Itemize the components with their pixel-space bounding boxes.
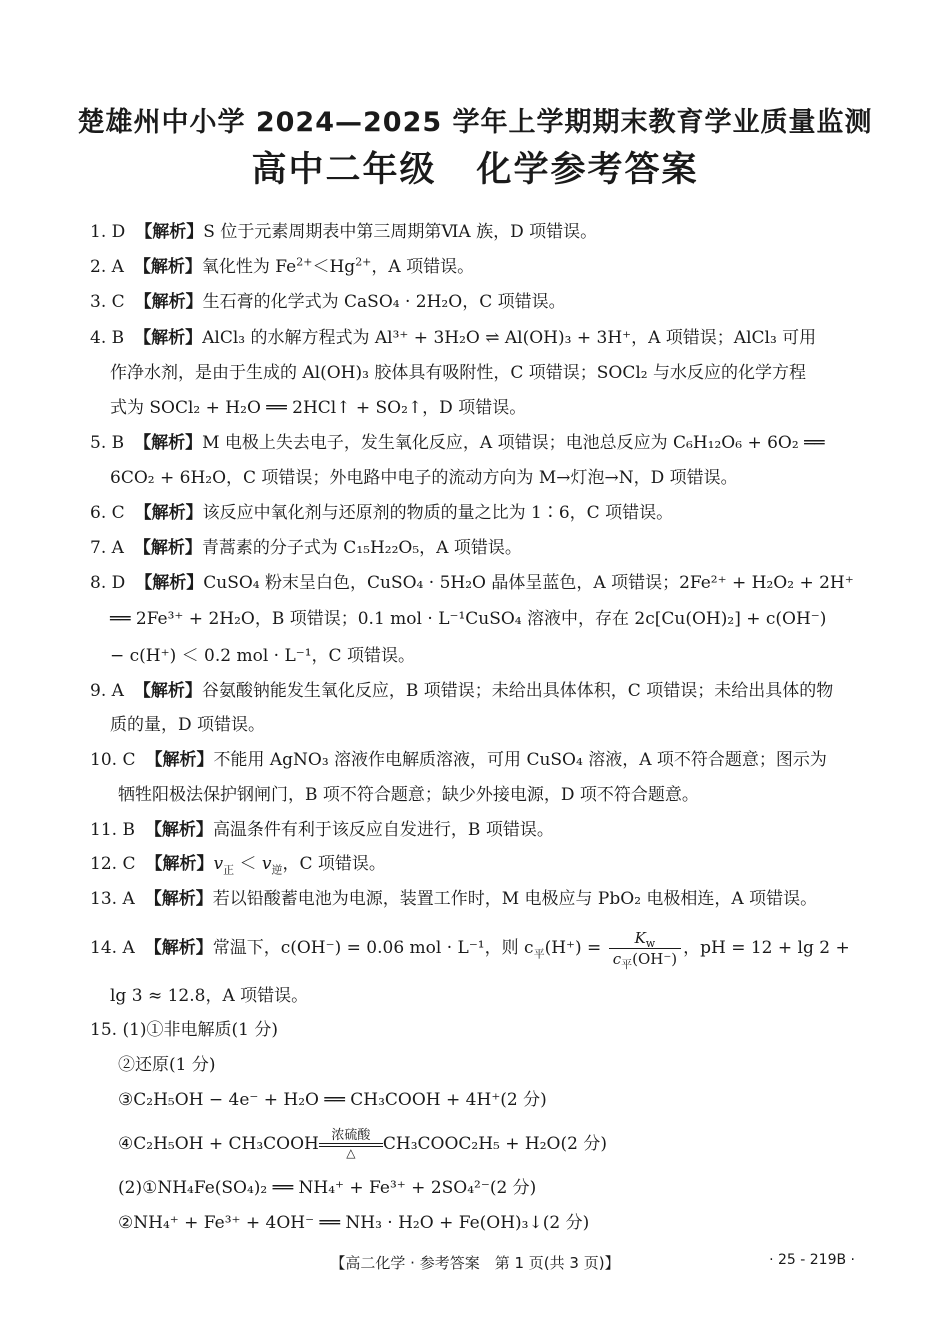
answer-6: 6. C 【解析】该反应中氧化剂与还原剂的物质的量之比为 1∶6，C 项错误。 [90,503,674,523]
answer-13: 13. A 【解析】若以铅酸蓄电池为电源，装置工作时，M 电极应与 PbO₂ 电极相连，A 项错误。 [90,889,818,909]
answer-7: 7. A 【解析】青蒿素的分子式为 C₁₅H₂₂O₅，A 项错误。 [90,538,522,558]
answer-11: 11. B 【解析】高温条件有利于该反应自发进行，B 项错误。 [90,820,554,840]
kw-fraction: $\frac{K_w}{c_平(OH^-)}$ [609,928,681,969]
answer-15: 15. (1)①非电解质(1 分) [90,1020,279,1040]
answer-14: 14. A 【解析】常温下，c(OH⁻) = 0.06 mol · L⁻¹，则 $c_平(H^+)$ = $\frac{K_w}{c_平(OH^-)}$ ，pH = 12 + lg 2 + [90,929,850,971]
answer-8-line-3: − c(H⁺) ＜ 0.2 mol · L⁻¹，C 项错误。 [110,646,415,666]
answer-15-line-2: ②还原(1 分) [118,1055,216,1075]
page-footer: 【高二化学 · 参考答案 第 1 页(共 3 页)】 [330,1254,620,1272]
paper-code: · 25 - 219B · [769,1252,855,1268]
answer-8-line-2: ══ 2Fe³⁺ + 2H₂O，B 项错误；0.1 mol · L⁻¹CuSO₄ 溶液中，存在 2c[Cu(OH)₂] + c(OH⁻) [110,609,827,629]
answer-15-line-5: (2)①NH₄Fe(SO₄)₂ ══ NH₄⁺ + Fe³⁺ + 2SO₄²⁻(2 分) [118,1178,537,1198]
answer-12: 12. C 【解析】$v_正 < v_逆$，C 项错误。 [90,854,386,877]
answer-10: 10. C 【解析】不能用 AgNO₃ 溶液作电解质溶液，可用 CuSO₄ 溶液，A 项不符合题意；图示为 [90,750,827,770]
answer-9-line-2: 质的量，D 项错误。 [110,715,266,735]
answer-15-line-6: ②NH₄⁺ + Fe³⁺ + 4OH⁻ ══ NH₃ · H₂O + Fe(OH)₃↓(2 分) [118,1213,590,1233]
answer-4-line-3: 式为 SOCl₂ + H₂O ══ 2HCl↑ + SO₂↑，D 项错误。 [110,398,527,418]
answer-1: 1. D 【解析】S 位于元素周期表中第三周期第ⅥA 族，D 项错误。 [90,222,598,242]
answer-14-line-2: lg 3 ≈ 12.8，A 项错误。 [110,986,309,1006]
exam-subtitle [0,142,950,192]
answer-5: 5. B 【解析】M 电极上失去电子，发生氧化反应，A 项错误；电池总反应为 C₆H₁₂O₆ + 6O₂ ══ [90,433,825,453]
answer-10-line-2: 牺牲阳极法保护钢闸门，B 项不符合题意；缺少外接电源，D 项不符合题意。 [118,785,699,805]
answer-15-line-4: ④C₂H₅OH + CH₃COOH 浓硫酸 △ CH₃COOC₂H₅ + H₂O(2 分) [118,1128,607,1160]
reaction-condition: 浓硫酸 △ [319,1129,383,1160]
answer-3: 3. C 【解析】生石膏的化学式为 CaSO₄ · 2H₂O，C 项错误。 [90,292,566,312]
answer-4-line-2: 作净水剂，是由于生成的 Al(OH)₃ 胶体具有吸附性，C 项错误；SOCl₂ 与水反应的化学方程 [110,363,807,383]
answer-15-line-3: ③C₂H₅OH − 4e⁻ + H₂O ══ CH₃COOH + 4H⁺(2 分) [118,1090,547,1110]
grade-label: 高中二年级 [251,150,437,190]
subject-label: 化学参考答案 [476,150,699,190]
answer-8: 8. D 【解析】CuSO₄ 粉末呈白色，CuSO₄ · 5H₂O 晶体呈蓝色，A 项错误；2Fe²⁺ + H₂O₂ + 2H⁺ [90,573,854,593]
answer-4: 4. B 【解析】AlCl₃ 的水解方程式为 Al³⁺ + 3H₂O ⇌ Al(OH)₃ + 3H⁺，A 项错误；AlCl₃ 可用 [90,328,817,348]
exam-title: 楚雄州中小学 2024—2025 学年上学期期末教育学业质量监测 [77,107,873,138]
answer-5-line-2: 6CO₂ + 6H₂O，C 项错误；外电路中电子的流动方向为 M→灯泡→N，D 项错误。 [110,468,738,488]
answer-2: 2. A 【解析】氧化性为 $Fe^{2+}<Hg^{2+}$，A 项错误。 [90,255,475,277]
answer-9: 9. A 【解析】谷氨酸钠能发生氧化反应，B 项错误；未给出具体体积，C 项错误；未给出具体的物 [90,681,834,701]
